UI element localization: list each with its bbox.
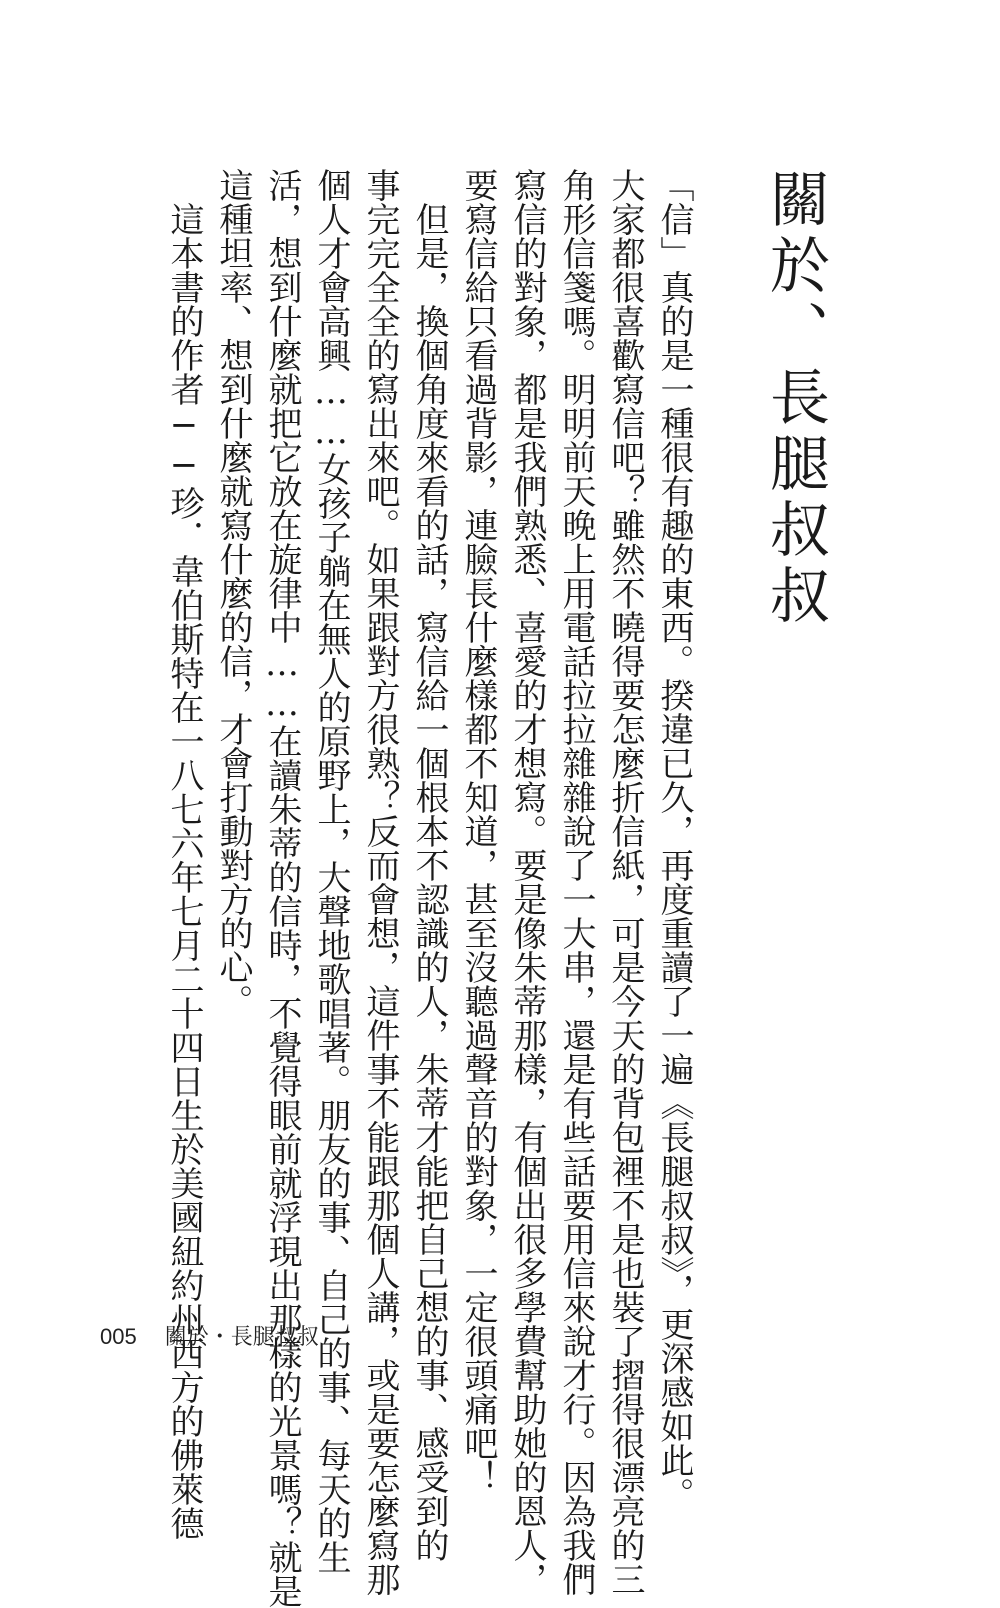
page-number: 005 — [100, 1324, 137, 1349]
body-line-10: 這種坦率、想到什麼就寫什麼的信，才會打動對方的心。 — [213, 168, 253, 1018]
body-line-2: 大家都很喜歡寫信吧？雖然不曉得要怎麼折信紙，可是今天的背包裡不是也裝了摺得很漂亮的三 — [605, 168, 645, 1596]
body-line-3: 角形信箋嗎。明明前天晚上用電話拉拉雜雜說了一大串，還是有些話要用信來說才行。因為我們 — [556, 168, 596, 1596]
body-line-8: 個人才會高興……女孩子躺在無人的原野上，大聲地歌唱著。朋友的事、自己的事、每天的生 — [311, 168, 351, 1574]
body-line-7: 事完完全全的寫出來吧。如果跟對方很熟？反而會想，這件事不能跟那個人講，或是要怎麼寫那 — [360, 168, 400, 1596]
body-line-11: 這本書的作者──珍．韋伯斯特在一八七六年七月二十四日生於美國紐約州西方的佛萊德 — [164, 168, 204, 1540]
body-line-9: 活，想到什麼就把它放在旋律中……在讀朱蒂的信時，不覺得眼前就浮現出那樣的光景嗎？就是 — [262, 168, 302, 1608]
page-footer — [100, 1320, 319, 1351]
body-line-6: 但是，換個角度來看的話，寫信給一個根本不認識的人，朱蒂才能把自己想的事、感受到的 — [409, 168, 449, 1562]
body-line-4: 寫信的對象，都是我們熟悉、喜愛的才想寫。要是像朱蒂那樣，有個出很多學費幫助她的恩人， — [507, 168, 547, 1596]
body-line-5: 要寫信給只看過背影，連臉長什麼樣都不知道，甚至沒聽過聲音的對象，一定很頭痛吧！ — [458, 168, 498, 1494]
running-title: 關於・長腿叔叔 — [164, 1324, 319, 1349]
body-line-1: 「信」真的是一種很有趣的東西。揆違已久，再度重讀了一遍《長腿叔叔》，更深感如此。 — [654, 168, 694, 1511]
chapter-title: 關於、長腿叔叔 — [760, 168, 830, 630]
